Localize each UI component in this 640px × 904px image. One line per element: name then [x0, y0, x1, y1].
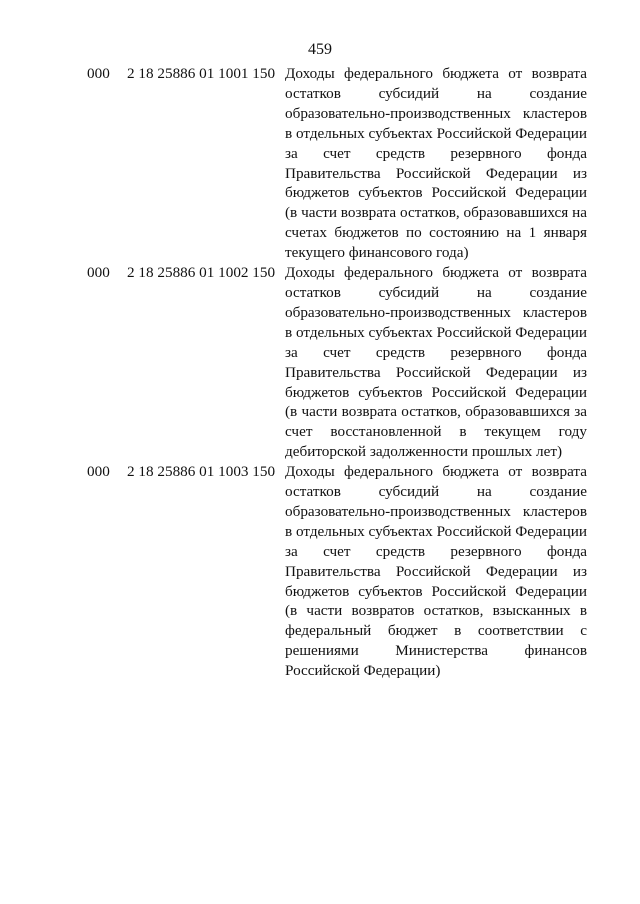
kbk-code: 2 18 25886 01 1003 150: [127, 463, 276, 481]
description-line: (в части возврата остатков, образовавшихся на: [285, 204, 587, 222]
description-line: за счет средств резервного фонда: [285, 542, 587, 560]
kbk-code: 2 18 25886 01 1002 150: [127, 264, 276, 282]
row-description: [285, 64, 587, 263]
description-line: в отдельных субъектах Российской Федерации: [285, 522, 587, 540]
description-line: образовательно-производственных кластеров: [285, 502, 587, 520]
description-line: Доходы федерального бюджета от возврата: [285, 463, 587, 481]
description-line: (в части возвратов остатков, взысканных в: [285, 602, 587, 620]
description-line: Доходы федерального бюджета от возврата: [285, 264, 587, 282]
table-row: [87, 263, 587, 462]
description-line: Российской Федерации): [285, 662, 441, 680]
description-line: остатков субсидий на создание: [285, 483, 587, 501]
description-line: федеральный бюджет в соответствии с: [285, 622, 587, 640]
description-line: в отдельных субъектах Российской Федерации: [285, 323, 587, 341]
kbk-code: 2 18 25886 01 1001 150: [127, 65, 276, 82]
description-line: Правительства Российской Федерации из: [285, 363, 587, 381]
description-line: бюджетов субъектов Российской Федерации: [285, 184, 587, 202]
description-line: Правительства Российской Федерации из: [285, 164, 587, 182]
description-line: счет восстановленной в текущем году: [285, 423, 587, 441]
description-line: (в части возврата остатков, образовавшихся за: [285, 403, 587, 421]
description-line: остатков субсидий на создание: [285, 84, 587, 102]
admin-code: 000: [87, 65, 110, 82]
description-line: бюджетов субъектов Российской Федерации: [285, 582, 587, 600]
description-line: образовательно-производственных кластеров: [285, 104, 587, 122]
row-description: [285, 263, 587, 462]
description-line: за счет средств резервного фонда: [285, 343, 587, 361]
description-line: за счет средств резервного фонда: [285, 144, 587, 162]
row-description: [285, 462, 587, 681]
description-line: в отдельных субъектах Российской Федерации: [285, 124, 587, 142]
admin-code: 000: [87, 264, 110, 282]
description-line: образовательно-производственных кластеров: [285, 303, 587, 321]
description-line: дебиторской задолженности прошлых лет): [285, 443, 563, 461]
description-line: Доходы федерального бюджета от возврата: [285, 65, 587, 82]
description-line: текущего финансового года): [285, 244, 469, 262]
table-row: [87, 64, 587, 263]
description-line: счетах бюджетов по состоянию на 1 января: [285, 224, 587, 242]
admin-code: 000: [87, 463, 110, 481]
table-row: [87, 462, 587, 681]
description-line: бюджетов субъектов Российской Федерации: [285, 383, 587, 401]
description-line: решениями Министерства финансов: [285, 642, 587, 660]
description-line: Правительства Российской Федерации из: [285, 562, 587, 580]
description-line: остатков субсидий на создание: [285, 283, 587, 301]
budget-code-table: [87, 64, 587, 681]
page-number: 459: [308, 41, 332, 58]
